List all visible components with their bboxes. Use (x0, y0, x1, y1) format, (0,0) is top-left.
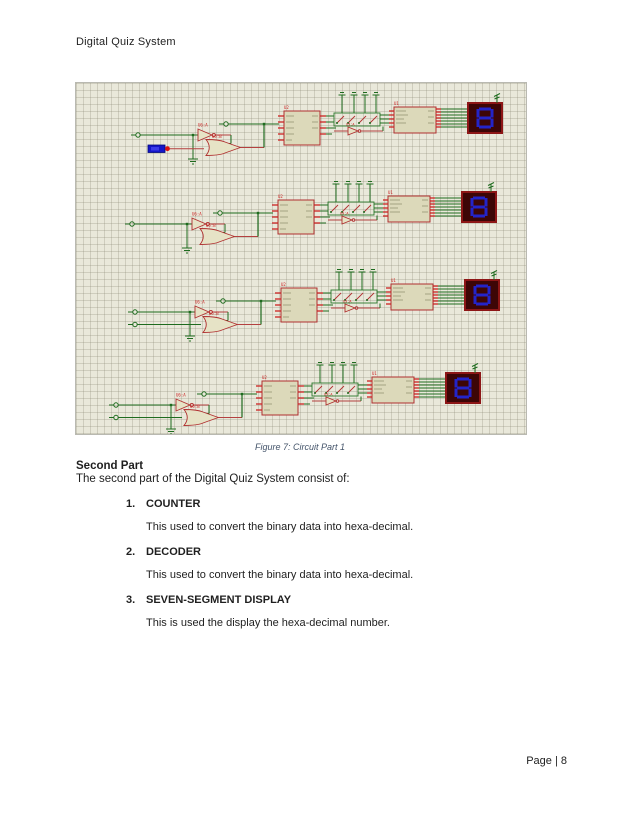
document-title: Digital Quiz System (76, 36, 176, 48)
list-number: 1. (126, 498, 136, 510)
circuit-schematic (76, 83, 526, 434)
list-title: SEVEN-SEGMENT DISPLAY (146, 594, 292, 606)
circuit-row-4 (109, 363, 480, 435)
list-item-decoder (76, 546, 596, 558)
section-intro: The second part of the Digital Quiz System consist of: (76, 473, 350, 485)
circuit-row-1 (131, 93, 502, 165)
list-title: COUNTER (146, 498, 201, 510)
body-content (76, 460, 596, 629)
section-title: Second Part (76, 460, 144, 472)
list-item-counter-desc: This used to convert the binary data into hexa-decimal. (146, 521, 414, 533)
list-title: DECODER (146, 546, 202, 558)
list-item-decoder-desc: This used to convert the binary data into hexa-decimal. (146, 569, 414, 581)
circuit-row-2 (125, 182, 496, 254)
list-item-sevenseg (76, 594, 596, 606)
circuit-row-3 (128, 270, 499, 342)
list-item-sevenseg-desc: This is used the display the hexa-decimal number. (146, 617, 390, 629)
page-number: Page | 8 (526, 755, 567, 767)
list-item-counter (76, 498, 596, 510)
list-number: 2. (126, 546, 136, 558)
list-number: 3. (126, 594, 136, 606)
figure-caption: Figure 7: Circuit Part 1 (254, 442, 346, 452)
circuit-figure-image (75, 82, 527, 435)
